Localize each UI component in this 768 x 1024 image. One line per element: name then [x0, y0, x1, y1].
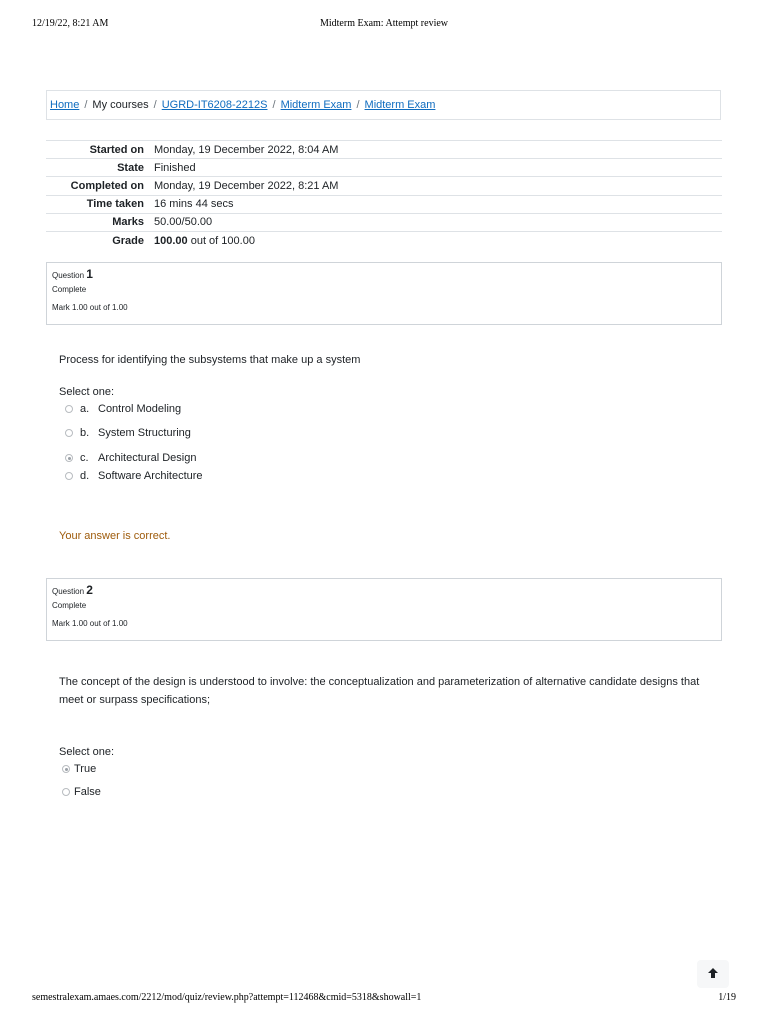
summary-label: Started on [46, 141, 154, 159]
print-title: Midterm Exam: Attempt review [319, 18, 449, 29]
option-letter: b. [80, 427, 90, 439]
question-info-2 [46, 578, 722, 641]
option-letter: c. [80, 452, 89, 464]
answer-option-b[interactable] [65, 427, 191, 439]
radio-button[interactable] [65, 405, 73, 413]
summary-value: Monday, 19 December 2022, 8:04 AM [154, 141, 722, 159]
option-text: System Structuring [98, 427, 191, 439]
question-mark: Mark 1.00 out of 1.00 [52, 619, 128, 628]
select-one-prompt: Select one: [59, 746, 115, 758]
question-label: Question [52, 587, 85, 596]
summary-row-marks [46, 213, 722, 231]
radio-button[interactable] [65, 429, 73, 437]
summary-value: 50.00/50.00 [154, 213, 722, 231]
breadcrumb-course-link[interactable]: UGRD-IT6208-2212S [161, 99, 268, 111]
radio-button-selected[interactable] [62, 765, 70, 773]
answer-option-true[interactable] [62, 763, 96, 775]
summary-value: 16 mins 44 secs [154, 195, 722, 213]
breadcrumb-separator: / [84, 99, 88, 111]
print-datetime: 12/19/22, 8:21 AM [32, 18, 109, 29]
answer-option-d[interactable] [65, 470, 203, 482]
option-text: True [74, 763, 97, 775]
summary-row-grade [46, 231, 722, 249]
question-state: Complete [52, 285, 87, 294]
question-number: 2 [86, 583, 93, 597]
option-text: Software Architecture [98, 470, 203, 482]
option-text: False [74, 786, 101, 798]
breadcrumb-separator: / [153, 99, 157, 111]
question-state: Complete [52, 601, 87, 610]
print-url: semestralexam.amaes.com/2212/mod/quiz/review.php?attempt=112468&cmid=5318&showall=1 [32, 992, 422, 1003]
answer-option-c[interactable] [65, 452, 196, 464]
select-one-prompt: Select one: [59, 386, 115, 398]
summary-row-state [46, 159, 722, 177]
question-mark: Mark 1.00 out of 1.00 [52, 303, 128, 312]
breadcrumb-quiz-link[interactable]: Midterm Exam [364, 99, 436, 111]
option-letter: a. [80, 403, 90, 415]
radio-button[interactable] [65, 472, 73, 480]
summary-value [154, 231, 722, 249]
answer-option-false[interactable] [62, 786, 101, 798]
question-info-1 [46, 262, 722, 325]
breadcrumb-section-link[interactable]: Midterm Exam [280, 99, 352, 111]
question-number: 1 [86, 267, 93, 281]
breadcrumb-home-link[interactable]: Home [50, 99, 80, 111]
summary-row-started [46, 141, 722, 159]
question-label: Question [52, 271, 85, 280]
option-text: Architectural Design [98, 452, 197, 464]
summary-value: Monday, 19 December 2022, 8:21 AM [154, 177, 722, 195]
print-page-number: 1/19 [718, 992, 736, 1003]
summary-row-time-taken [46, 195, 722, 213]
attempt-summary-table [46, 140, 722, 249]
summary-label: State [46, 159, 154, 177]
grade-value: 100.00 [154, 234, 188, 247]
back-to-top-button[interactable] [697, 960, 729, 988]
radio-button[interactable] [62, 788, 70, 796]
option-text: Control Modeling [98, 403, 182, 415]
answer-option-a[interactable] [65, 403, 181, 415]
summary-row-completed [46, 177, 722, 195]
summary-label: Time taken [46, 195, 154, 213]
question-text: Process for identifying the subsystems that make up a system [59, 354, 361, 366]
breadcrumb-separator: / [272, 99, 276, 111]
option-letter: d. [80, 470, 90, 482]
summary-label: Marks [46, 213, 154, 231]
summary-label: Grade [46, 231, 154, 249]
breadcrumb-my-courses: My courses [92, 99, 149, 111]
question-text: The concept of the design is understood to involve: the conceptualization and parameterization of alternative candidate designs that meet or surpass specifications; [59, 676, 700, 706]
breadcrumb [46, 90, 721, 120]
grade-out-of: out of 100.00 [187, 234, 255, 247]
arrow-up-icon [707, 967, 719, 982]
breadcrumb-separator: / [356, 99, 360, 111]
radio-button-selected[interactable] [65, 454, 73, 462]
answer-feedback: Your answer is correct. [59, 530, 171, 542]
summary-label: Completed on [46, 177, 154, 195]
summary-value: Finished [154, 159, 722, 177]
